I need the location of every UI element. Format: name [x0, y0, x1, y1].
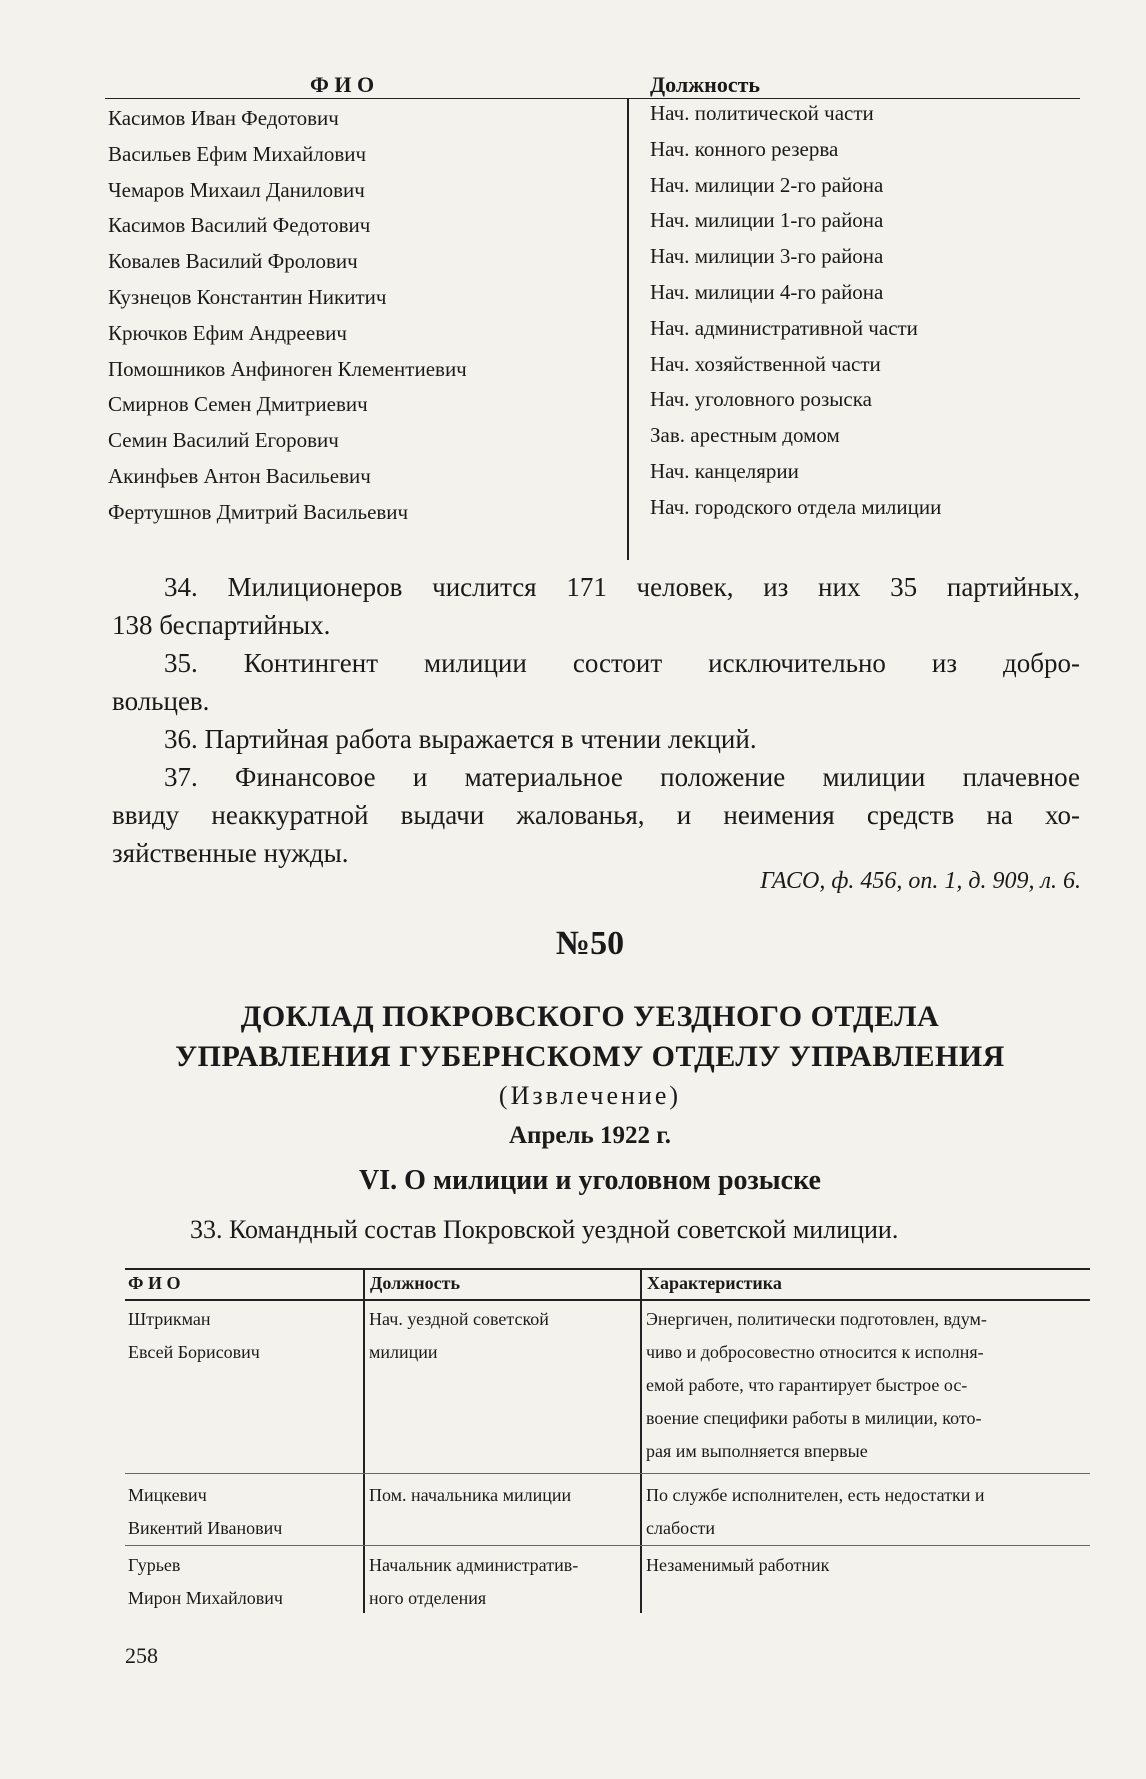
table-row: [105, 493, 1080, 529]
name-cell-line1: Гурьев: [128, 1555, 181, 1575]
name-cell: Кузнецов Константин Никитич: [108, 284, 387, 309]
name-cell-line2: Викентий Иванович: [128, 1518, 283, 1538]
paragraph-34-line1: 34. Милиционеров числится 171 человек, из них 35 партийных,: [164, 572, 1080, 602]
name-cell: Чемаров Михаил Данилович: [108, 177, 365, 202]
name-cell: Акинфьев Антон Васильевич: [108, 463, 371, 488]
table-row: [105, 421, 1080, 457]
archive-source: ГАСО, ф. 456, оп. 1, д. 909, л. 6.: [760, 868, 1081, 894]
extract-label: (Извлечение): [498, 1081, 682, 1110]
column-divider: [640, 1268, 642, 1613]
name-cell: Васильев Ефим Михайлович: [108, 141, 367, 166]
paragraphs: [112, 568, 1080, 872]
paragraph-33: 33. Командный состав Покровской уездной советской милиции.: [190, 1215, 899, 1244]
table-body: [105, 99, 1080, 529]
char-line2: слабости: [646, 1518, 716, 1538]
table-header-rule: [125, 1299, 1090, 1301]
position-line2: милиции: [369, 1342, 438, 1362]
name-cell-line1: Мицкевич: [128, 1485, 207, 1505]
row-rule: [125, 1473, 1090, 1474]
paragraph-34-line2: 138 беспартийных.: [112, 610, 331, 640]
position-cell: Нач. хозяйственной части: [650, 351, 881, 376]
column-divider: [363, 1268, 365, 1613]
name-cell: Фертушнов Дмитрий Васильевич: [108, 499, 409, 524]
table-row: [105, 242, 1080, 278]
paragraph-37-line2: ввиду неаккуратной выдачи жалованья, и неимения средств на хо-: [112, 800, 1080, 830]
name-cell: Смирнов Семен Дмитриевич: [108, 392, 368, 417]
document-date: Апрель 1922 г.: [509, 1122, 671, 1149]
char-line2: чиво и добросовестно относится к исполня-: [646, 1342, 984, 1362]
characteristic-cell: [646, 1479, 985, 1545]
document-number: №50: [555, 925, 625, 962]
position-cell: Нач. милиции 1-го района: [650, 208, 884, 233]
characteristic-cell: [646, 1549, 829, 1582]
position-cell: [369, 1549, 578, 1615]
name-cell: Семин Василий Егорович: [108, 428, 339, 453]
table-row: [128, 1303, 260, 1369]
paragraph-37-line3: зяйственные нужды.: [112, 838, 349, 868]
header-position: Должность: [650, 72, 761, 97]
position-cell: [369, 1479, 571, 1512]
table-row: [105, 206, 1080, 242]
position-cell: Нач. милиции 3-го района: [650, 244, 884, 269]
position-cell: Нач. уголовного розыска: [650, 387, 872, 412]
position-cell: Нач. милиции 2-го района: [650, 172, 884, 197]
table-row: [105, 457, 1080, 493]
header-name: Ф И О: [310, 72, 375, 97]
table-row: [105, 135, 1080, 171]
char-line1: Энергичен, политически подготовлен, вдум-: [646, 1309, 987, 1329]
name-cell: Крючков Ефим Андреевич: [108, 320, 347, 345]
name-cell: Касимов Василий Федотович: [108, 213, 371, 238]
staff-table-2: [125, 1268, 1090, 1613]
row-rule: [125, 1545, 1090, 1546]
table-row: [105, 350, 1080, 386]
position-cell: [369, 1303, 549, 1369]
name-cell: Помошников Анфиноген Клементиевич: [108, 356, 467, 381]
position-cell: Нач. конного резерва: [650, 136, 839, 161]
name-cell: Ковалев Василий Фролович: [108, 249, 358, 274]
document-title-line1: ДОКЛАД ПОКРОВСКОГО УЕЗДНОГО ОТДЕЛА: [240, 1000, 940, 1033]
position-line1: Начальник административ-: [369, 1555, 579, 1575]
staff-table-1: [105, 72, 1080, 529]
document-title-line2: УПРАВЛЕНИЯ ГУБЕРНСКОМУ ОТДЕЛУ УПРАВЛЕНИЯ: [175, 1040, 1005, 1073]
position-cell: Нач. политической части: [650, 101, 874, 125]
position-line2: ного отделения: [369, 1588, 487, 1608]
position-cell: Нач. милиции 4-го района: [650, 279, 884, 304]
char-line4: воение специфики работы в милиции, кото-: [646, 1408, 982, 1428]
char-line5: рая им выполняется впервые: [646, 1441, 868, 1461]
name-cell: Касимов Иван Федотович: [108, 106, 339, 130]
char-line1: По службе исполнителен, есть недостатки и: [646, 1485, 985, 1505]
section-heading: VI. О милиции и уголовном розыске: [359, 1165, 821, 1196]
table-row: [128, 1549, 283, 1615]
name-cell-line1: Штрикман: [128, 1309, 211, 1329]
table-row: [105, 385, 1080, 421]
table-row: [105, 314, 1080, 350]
paragraph-35-line2: вольцев.: [112, 686, 210, 716]
position-cell: Зав. арестным домом: [650, 423, 840, 448]
header-name: Ф И О: [128, 1273, 181, 1293]
position-cell: Нач. административной части: [650, 315, 918, 340]
position-line1: Нач. уездной советской: [369, 1309, 549, 1329]
position-line1: Пом. начальника милиции: [369, 1485, 572, 1505]
table-row: [105, 99, 1080, 135]
position-cell: Нач. канцелярии: [650, 458, 799, 483]
name-cell-line2: Евсей Борисович: [128, 1342, 260, 1362]
table-row: [128, 1479, 282, 1545]
position-cell: Нач. городского отдела милиции: [650, 494, 942, 519]
header-characteristic: Характеристика: [647, 1273, 782, 1293]
page-number: 258: [125, 1643, 158, 1668]
table-row: [105, 171, 1080, 207]
paragraph-37-line1: 37. Финансовое и материальное положение милиции плачевное: [164, 762, 1080, 792]
table-header: [105, 72, 1080, 99]
table-top-rule: [125, 1268, 1090, 1270]
header-position: Должность: [370, 1273, 461, 1293]
paragraph-36: 36. Партийная работа выражается в чтении лекций.: [164, 724, 757, 754]
char-line1: Незаменимый работник: [646, 1555, 830, 1575]
characteristic-cell: [646, 1303, 987, 1468]
name-cell-line2: Мирон Михайлович: [128, 1588, 283, 1608]
char-line3: емой работе, что гарантирует быстрое ос-: [646, 1375, 968, 1395]
paragraph-35-line1: 35. Контингент милиции состоит исключительно из добро-: [164, 648, 1080, 678]
table-row: [105, 278, 1080, 314]
